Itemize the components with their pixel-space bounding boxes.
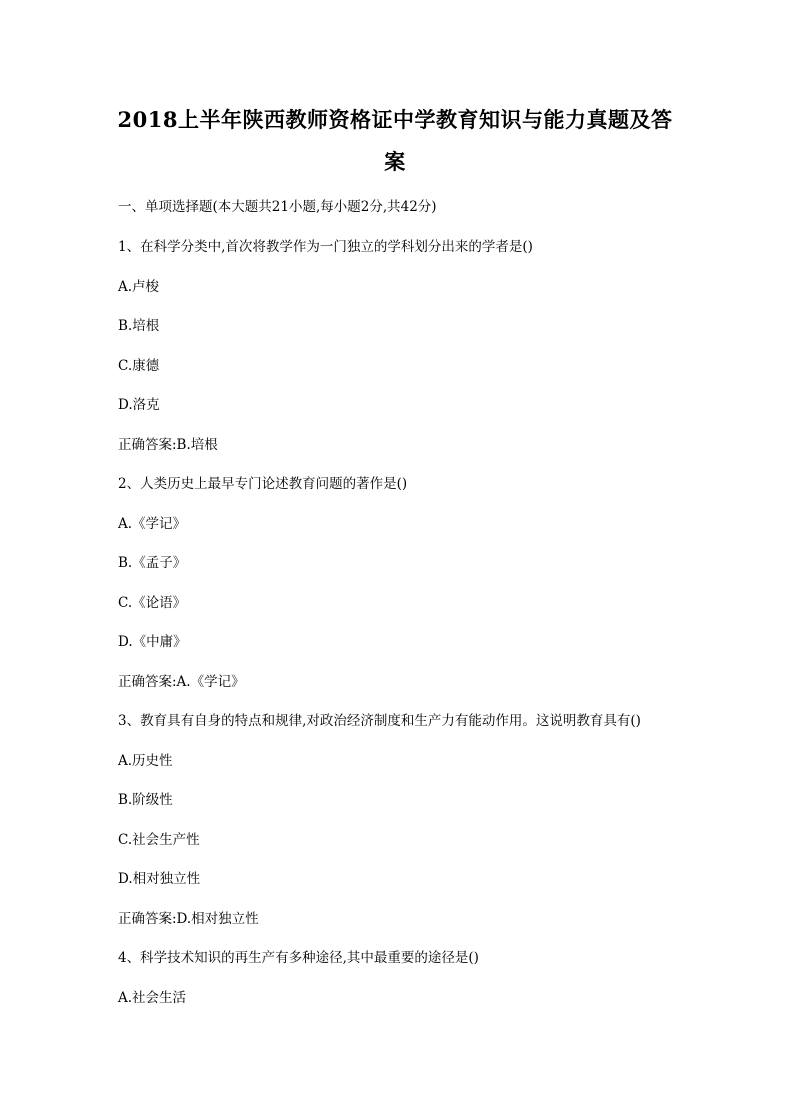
question-3-answer: 正确答案:D.相对独立性: [118, 911, 259, 927]
question-2-answer: 正确答案:A.《学记》: [118, 674, 245, 690]
section-heading: 一、单项选择题(本大题共21小题,每小题2分,共42分): [118, 199, 437, 215]
question-1-text: 1、在科学分类中,首次将教学作为一门独立的学科划分出来的学者是(): [118, 239, 533, 255]
question-3-option-b: B.阶级性: [118, 792, 173, 808]
question-1-option-b: B.培根: [118, 318, 160, 334]
question-3-option-d: D.相对独立性: [118, 871, 201, 887]
question-2-option-b: B.《孟子》: [118, 555, 187, 571]
question-3-option-a: A.历史性: [118, 753, 173, 769]
question-2-option-d: D.《中庸》: [118, 634, 187, 650]
question-2-option-a: A.《学记》: [118, 516, 187, 532]
question-1-option-c: C.康德: [118, 358, 160, 374]
question-3-text: 3、教育具有自身的特点和规律,对政治经济制度和生产力有能动作用。这说明教育具有(): [118, 713, 641, 729]
question-4-option-a: A.社会生活: [118, 990, 187, 1006]
document-title-line-1: 2018上半年陕西教师资格证中学教育知识与能力真题及答: [117, 107, 673, 132]
document-title-line-2: 案: [384, 149, 406, 174]
question-2-text: 2、人类历史上最早专门论述教育问题的著作是(): [118, 476, 408, 492]
question-1-option-d: D.洛克: [118, 397, 160, 413]
question-1-answer: 正确答案:B.培根: [118, 437, 218, 453]
question-1-option-a: A.卢梭: [118, 279, 160, 295]
question-3-option-c: C.社会生产性: [118, 832, 200, 848]
question-2-option-c: C.《论语》: [118, 595, 187, 611]
question-4-text: 4、科学技术知识的再生产有多种途径,其中最重要的途径是(): [118, 950, 479, 966]
